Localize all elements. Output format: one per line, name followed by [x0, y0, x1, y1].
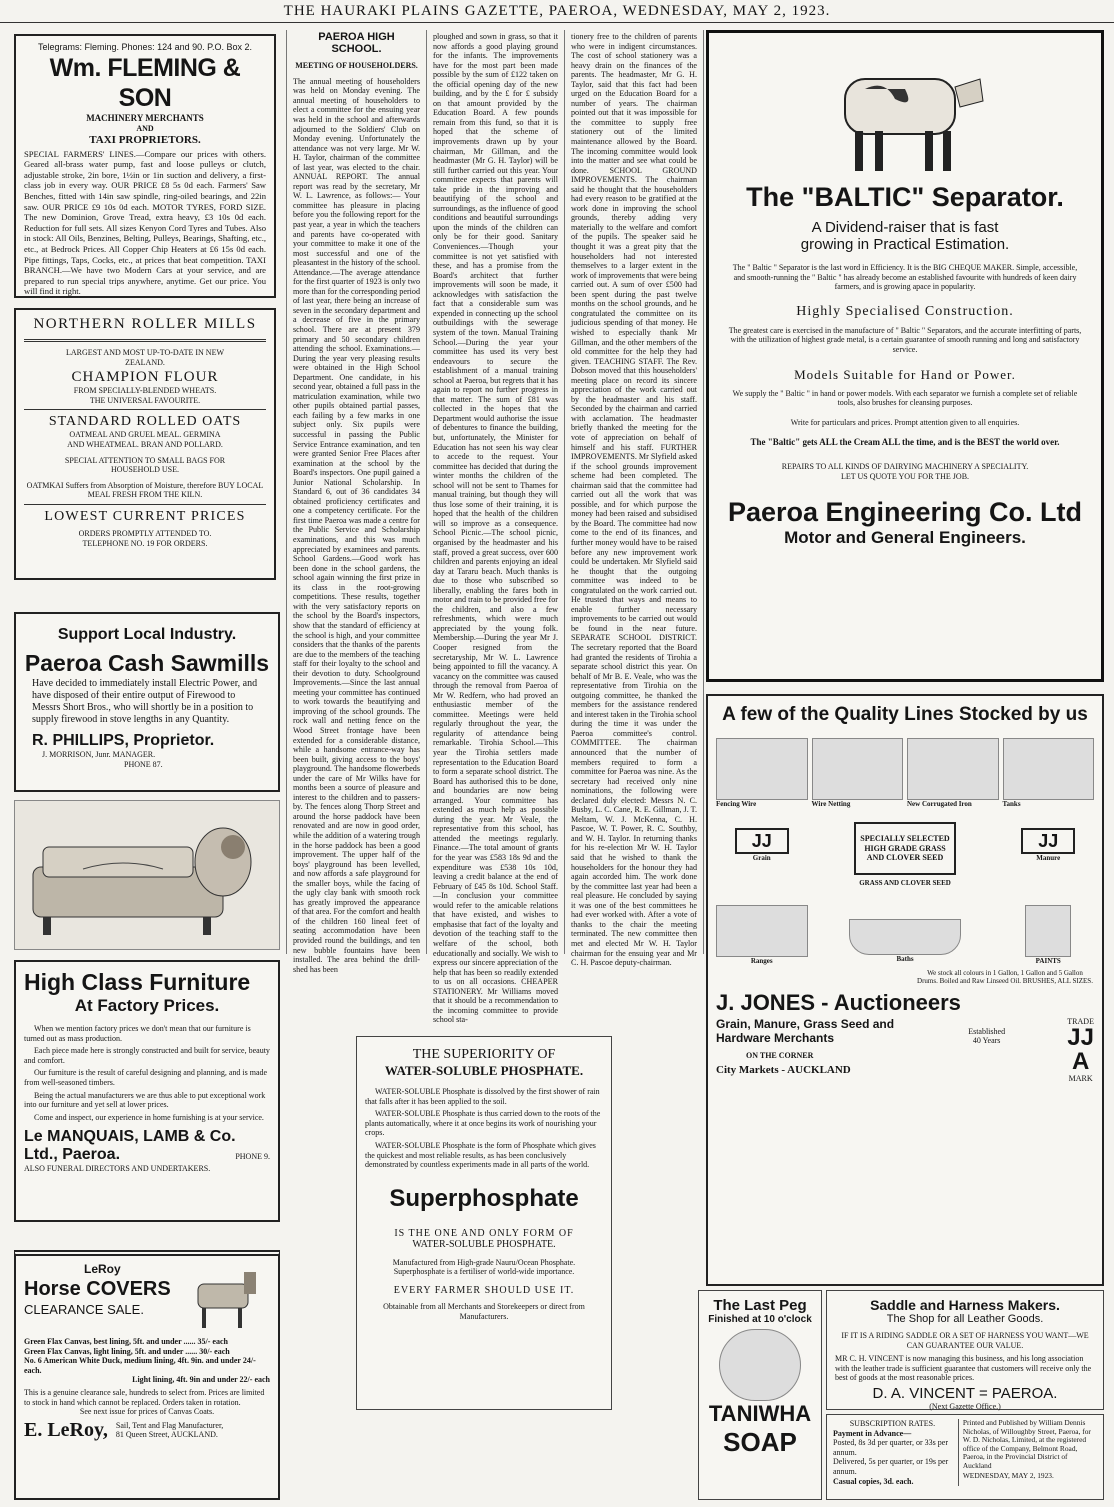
- baltic-title: The "BALTIC" Separator.: [746, 182, 1064, 212]
- jones-sub: Grain, Manure, Grass Seed and Hardware Merchants: [716, 1016, 895, 1045]
- divider: [24, 409, 266, 410]
- phos-h1: THE SUPERIORITY OF: [412, 1047, 556, 1062]
- roller-l9: LOWEST CURRENT PRICES: [44, 508, 246, 524]
- jones-corner: ON THE CORNER: [746, 1050, 814, 1060]
- sawmills-mgr: J. MORRISON, Junr. MANAGER.: [42, 750, 156, 759]
- item-paints: [1003, 905, 1095, 965]
- item-grain: [716, 828, 808, 887]
- leroy-r3: No. 6 American White Duck, medium lining, 4ft. 9in. and under 24/- each.: [24, 1356, 256, 1375]
- saddle-next: (Next Gazette Office.): [929, 1401, 1001, 1411]
- phos-l2: WATER-SOLUBLE PHOSPHATE.: [412, 1238, 556, 1250]
- furniture-advert: [14, 960, 280, 1222]
- roller-l7: SPECIAL ATTENTION TO SMALL BAGS FOR HOUSEHOLD USE.: [64, 455, 226, 475]
- item-label: PAINTS: [1035, 956, 1061, 965]
- divider: [24, 339, 266, 342]
- school-sub: MEETING OF HOUSEHOLDERS.: [295, 61, 418, 71]
- seed-label: SPECIALLY SELECTED HIGH GRADE GRASS AND CLOVER SEED: [860, 834, 950, 863]
- furniture-firm2: Ltd., Paeroa.: [24, 1146, 121, 1164]
- phos-l3: Manufactured from High-grade Nauru/Ocean Phosphate.: [392, 1257, 576, 1267]
- sub-l4: Casual copies, 3d. each.: [833, 1476, 914, 1486]
- fleming-advert: [14, 34, 276, 298]
- trademark-jj: JJ: [1067, 1024, 1094, 1052]
- saddle-name: D. A. VINCENT = PAEROA.: [872, 1384, 1058, 1402]
- phos-p1: WATER-SOLUBLE Phosphate is dissolved by the first shower of rain that falls after it has been applied to the soil.: [365, 1087, 600, 1106]
- item-label: Wire Netting: [811, 800, 851, 808]
- saddle-p2: MR C. H. VINCENT is now managing this business, and his long association with the leather trade is sufficient guarantee that customers will receive only the best of goods at the most reasonable prices.: [835, 1354, 1092, 1383]
- roller-l6: OATMEAL AND GRUEL MEAL. GERMINA AND WHEATMEAL. BRAN AND POLLARD.: [67, 430, 223, 449]
- fencing-wire-icon: [716, 738, 808, 800]
- sawmills-prop: R. PHILLIPS, Proprietor.: [32, 732, 215, 749]
- news-column-3: [564, 30, 704, 968]
- item-tanks: [1003, 738, 1095, 808]
- fleming-sub2: AND: [136, 124, 154, 133]
- leroy-note: This is a genuine clearance sale, hundreds to select from. Prices are limited to stock in hand which cannot be replaced. Orders taken in rotation.: [24, 1387, 265, 1407]
- item-label: GRASS AND CLOVER SEED: [859, 878, 951, 887]
- baltic-h3: Models Suitable for Hand or Power.: [794, 366, 1016, 382]
- jones-title: A few of the Quality Lines Stocked by us: [722, 704, 1088, 725]
- sofa-illustration: [14, 800, 280, 950]
- cow-illustration: [815, 49, 995, 179]
- baltic-sub2: growing in Practical Estimation.: [800, 236, 1010, 253]
- fleming-sub1: MACHINERY MERCHANTS: [86, 113, 204, 123]
- school-text-1: The annual meeting of householders was held on Monday evening. The annual meeting of householders to elect a committee for the ensuing year was held in the school and afterwards adjourned to the Soldiers' Club on Monday evening. Unfortunately the attendance was not very large. Mr W. H. Taylor, chairman of the committee of last year, was elected to the chair. ANNUAL REPORT. The annual report was read by the secretary, Mr W. L. Lawrence, as follows:— Your committee has pleasure in placing before you the following report for the past year, a year in which the teachers and parents have co-operated with your committee to make it one of the most successful and one of the pleasantest in the history of the school. Attendance.—The average attendance for the first quarter of 1923 is only two more than for the corresponding period of last year, there being an increase of seven in the secondary department and a decrease of five in the primary school. There are at present 379 primary and 50 secondary children attending the school. Examinations.—During the year very pleasing results were obtained in the High School Department. One candidate, in his second year, obtained a full pass in the matriculation examination, while two other pupils obtained partial passes, each failing by a few marks in one subject only. Six pupils were successful in passing the Public Service Entrance examination, and ten were granted Senior Free Places after examination at the school by the Board's inspectors. One pupil gained a Junior National Scholarship. In Standard 6, out of 36 candidates 34 obtained proficiency certificates and one a competency certificate. For the first time Paeroa was made a centre for the Public Service and Scholarship examinations, and this was much appreciated by examinees and parents. School Gardens.—Good work has been done in the school gardens, the school again winning the first prize in its class in the root-growing competitions. These results, together with the very satisfactory reports on the school by the Board's inspectors, show that the standard of efficiency at the school is high, and your committee considers that the thanks of the parents are due to the members of the teaching staff for their loyalty to the school and their devotion to duty. Schoolground Improvements.—Since the last annual meeting your committee has continued to work towards the beautifying and improving of the school grounds. The rock wall and netting fence on the Wood Street frontage have been extended for a considerable distance, while a handsome entrance-way has been built, giving access to the boys' playground. The handsome flowerbeds under the care of Mr Wilks have for months been a source of pleasure and interest to the children and to passers-by. The fences along Thorp Street and around the horse paddock have been renovated and are now in good order, while the addition of a watering trough in the horse paddock has been a good improvement. The upper half of the boys' playground has been levelled, and now affords a safe playground for the smaller boys, while the facing of the ugly clay bank with smooth rock has greatly improved the appearance of that area. For the comfort and health of the children 160 lineal feet of seating accommodation have been provided round the buildings, and ten new bubble fountains have been installed. The area behind the drill-shed has been: [293, 76, 420, 974]
- leroy-next: See next issue for prices of Canvas Coats.: [79, 1407, 215, 1417]
- phosphate-advert: [356, 1036, 612, 1410]
- phos-l4: Superphosphate is a fertiliser of world-wide importance.: [393, 1267, 575, 1277]
- item-label: Fencing Wire: [716, 800, 757, 808]
- phos-l6: Obtainable from all Merchants and Storekeepers or direct from Manufacturers.: [383, 1301, 585, 1321]
- item-baths: [812, 905, 999, 965]
- paint-tin-icon: [1025, 905, 1071, 957]
- baltic-p6: REPAIRS TO ALL KINDS OF DAIRYING MACHINERY A SPECIALITY.: [781, 462, 1029, 472]
- sawmills-head: Support Local Industry.: [57, 626, 237, 643]
- sub-l3: Delivered, 5s per quarter, or 19s per annum.: [833, 1457, 949, 1476]
- roller-l2: CHAMPION FLOUR: [71, 369, 219, 386]
- jones-city: City Markets - AUCKLAND: [716, 1064, 851, 1077]
- phos-p2: WATER-SOLUBLE Phosphate is thus carried down to the roots of the plants automatically, where it at once begins its work of nourishing your crops.: [365, 1109, 601, 1138]
- saddle-p1: IF IT IS A RIDING SADDLE OR A SET OF HARNESS YOU WANT—WE CAN GUARANTEE OUR VALUE.: [841, 1331, 1089, 1350]
- baltic-p1: The " Baltic " Separator is the last word in Efficiency. It is the BIG CHEQUE MAKER. Simple, accessible, and smooth-running the " Baltic " has already become an established favourite with hundreds of keen dairy farmers, and is growing apace in popularity.: [732, 263, 1078, 292]
- roller-l4: THE UNIVERSAL FAVOURITE.: [89, 395, 201, 405]
- jones-name: J. JONES - Auctioneers: [716, 989, 961, 1015]
- item-iron: [907, 738, 999, 808]
- baltic-p3: We supply the " Baltic " in hand or power models. With each separator we furnish a complete set of reliable tools, also brushes for cleansing purposes.: [732, 388, 1078, 408]
- jones-paints: We stock all colours in 1 Gallon, 1 Gallon and 5 Gallon Drums. Boiled and Raw Linseed Oil. BRUSHES, ALL SIZES.: [917, 968, 1093, 985]
- item-label: Tanks: [1002, 800, 1021, 808]
- phos-brand: Superphosphate: [389, 1184, 579, 1212]
- fleming-name: Wm. FLEMING & SON: [49, 54, 241, 112]
- sawmills-name: Paeroa Cash Sawmills: [24, 650, 270, 676]
- trade-label: TRADE: [1067, 1016, 1094, 1026]
- leroy-r4: Light lining, 4ft. 9in and under 22/- each: [132, 1375, 270, 1385]
- item-ranges: [716, 905, 808, 965]
- tank-icon: [1003, 738, 1095, 800]
- printer-imprint: [958, 1419, 1097, 1486]
- leroy-sig: E. LeRoy,: [24, 1418, 108, 1441]
- leroy-sig-row: [24, 1419, 270, 1442]
- leroy-h1: Horse COVERS: [24, 1278, 171, 1300]
- furniture-firm-row: [24, 1146, 270, 1164]
- manure-bag-icon: [1021, 828, 1075, 854]
- sub-title: SUBSCRIPTION RATES.: [849, 1419, 936, 1428]
- baltic-p2: The greatest care is exercised in the manufacture of " Baltic " Separators, and the accurate interfitting of parts, with the utilization of highest grade metal, is a certain guarantee of smooth running and long and satisfactory service.: [728, 325, 1082, 354]
- news-column-1: [286, 30, 426, 974]
- jones-footer: [716, 1017, 1094, 1084]
- baltic-sub1: A Dividend-raiser that is fast: [811, 219, 999, 236]
- child-illustration: [719, 1329, 801, 1401]
- roller-mills-advert: [14, 308, 276, 580]
- phos-l1: IS THE ONE AND ONLY FORM OF: [394, 1227, 574, 1239]
- bag-mark: JJ: [1038, 831, 1059, 851]
- sub-pr: Printed and Published by William Dennis Nicholas, of Willoughby Street, Paeroa, for W. D. Nicholas, Limited, at the registered office of the Company, Belmont Road, Paeroa, in the Provincial District of Auckland: [962, 1418, 1091, 1470]
- leroy-r2: Green Flax Canvas, light lining, 5ft. and under ...... 30/- each: [24, 1346, 230, 1356]
- item-netting: [812, 738, 904, 808]
- fleming-contact: Telegrams: Fleming. Phones: 124 and 90. P.O. Box 2.: [38, 42, 252, 52]
- saddle-h2: The Shop for all Leather Goods.: [886, 1313, 1044, 1325]
- furniture-h2: At Factory Prices.: [74, 996, 220, 1015]
- sawmills-phone: PHONE 87.: [124, 759, 163, 769]
- roller-l3: FROM SPECIALLY-BLENDED WHEATS.: [73, 386, 217, 396]
- bag-mark: JJ: [751, 831, 772, 851]
- seed-bag-icon: [854, 822, 956, 875]
- saddle-advert: [826, 1290, 1104, 1410]
- item-manure: [1003, 828, 1095, 887]
- fleming-body: SPECIAL FARMERS' LINES.—Compare our prices with others. Geared all-brass water pump, fast and loose pulleys or clutch, adjustable stroke, 2in bore, 1½in or 1in suction and delivery, a first-class job in every way. OUR PRICE £8 5s 0d each. Farmers' Saw Benches, fitted with 14in saw spindle, ring-oiled bearings, and 22in saw. OUR PRICE £9 10s 0d each. MOTOR TYRES, FORD SIZE. The new Dominion, Grove Tread, extra heavy, £3 10s 0d each. Reduction for full sets. All sizes Kenyon Cord Tyres and Tubes. Also in stock: All Oils, Benzines, Belting, Pulleys, Bearings, Shafting, etc., etc., at Bedrock Prices. All Copper Chip Heaters at £6 15s 0d each. Pipe fittings, Taps, Cocks, etc., at prices that beat competition. TAXI BRANCH.—We have two Modern Cars at your service, and are prepared to run special trips anywhere, anytime. Get our price. You will find it right.: [24, 148, 266, 297]
- wire-netting-icon: [812, 738, 904, 800]
- mark-label: MARK: [1068, 1074, 1093, 1084]
- item-fencing: [716, 738, 808, 808]
- baltic-p7: LET US QUOTE YOU FOR THE JOB.: [840, 471, 970, 481]
- saddle-h1: Saddle and Harness Makers.: [870, 1297, 1060, 1313]
- sub-date: WEDNESDAY, MAY 2, 1923.: [962, 1470, 1054, 1480]
- furniture-p3: Our furniture is the result of careful designing and planning, and is made from well-seasoned timbers.: [24, 1068, 268, 1087]
- item-label: Grain: [752, 854, 771, 862]
- jones-advert: [706, 694, 1104, 1286]
- roller-l1: LARGEST AND MOST UP-TO-DATE IN NEW ZEALAND.: [66, 348, 224, 367]
- corrugated-iron-icon: [907, 738, 999, 800]
- sub-l1: Payment in Advance—: [833, 1428, 912, 1438]
- taniwha-advert: [698, 1290, 822, 1500]
- roller-l5: STANDARD ROLLED OATS: [48, 414, 242, 430]
- taniwha-h1: The Last Peg: [713, 1297, 807, 1314]
- school-text-3: tionery free to the children of parents who were in indigent circumstances. The cost of school stationery was a heavy drain on the finances of the parents. The headmaster, Mr G. H. Taylor, said that this fact had been urged on the Education Board for a number of years. The chairman pointed out that it was impossible for the committee to supply free stationery out of the limited maintenance allowed by the Board. The incoming committee would look into the matter and see what could be done. SCHOOL GROUND IMPROVEMENTS. The chairman said he thought that the householders had every reason to be gratified at the work done in improving the school grounds, thereby adding very materially to the welfare and comfort of the pupils. The speaker said he thought it was a great pity that the householders had not interested themselves to a larger extent in the work of improvements that were being carried out. A sum of over £500 had been spent during the past twelve months on the school grounds, and he congratulated the committee on its judicious spending of that money. He wished to especially thank Mr Gillman, and the other members of the old committee for the help they had given. TEACHING STAFF. The Rev. Dobson moved that this householders' meeting place on record its sincere appreciation of the work carried out by the headmaster and his staff. Seconded by the chairman and carried with acclamation. The headmaster briefly thanked the meeting for the vote of appreciation on behalf of himself and his staff. FURTHER IMPROVEMENTS. Mr Slyfield asked if the school grounds improvement scheme had been completed. The chairman said that the committee had carried out all the work that was possible, and for which purpose the money had been raised and subsidised by the Board. The committee had now come to the end of its finances, and further money would have to be raised before any new improvement work could be undertaken. Mr Slyfield said he thought that the outgoing committee was indeed to be congratulated on the work carried out. He trusted that ways and means to enable further necessary improvements to be carried out would be found in the near future. SEPARATE SCHOOL DISTRICT. The secretary reported that the Board had granted the residents of Tirohia a separate school district this year. On behalf of Mr B. E. Veale, who was the representative from Tirohia on the outgoing committee, he thanked the members for the assistance rendered and interest taken in the Tirohia school during the time it was under the Paeroa committee's control. COMMITTEE. The chairman announced that the number of members required to form a committee for Paeroa was nine. As the secretary had received only nine nominations, the following were declared duly elected: Messrs N. C. Busby, L. C. Cane, R. E. Gillman, J. T. Meltam, W. J. McKenna, C. H. Pascoe, W. T. Power, R. C. Southby, and W. H. Taylor. In returning thanks for his re-election Mr W. H. Taylor said that he wished to thank the householders for the honour they had again accorded him. The work done by the committee last year had been a real pleasure. He concluded by saying it was one of the best committees he had ever worked with. After a vote of thanks to the chair the meeting terminated. The new committee then met and elected Mr W. H. Taylor chairman for the ensuing year and Mr C. H. Pascoe deputy-chairman.: [571, 32, 697, 968]
- baltic-firm: Paeroa Engineering Co. Ltd: [727, 496, 1083, 527]
- subscription-rates: [833, 1419, 952, 1486]
- fleming-sub3: TAXI PROPRIETORS.: [89, 133, 201, 146]
- leroy-addr1: Sail, Tent and Flag Manufacturer,: [115, 1420, 224, 1430]
- leroy-h2: CLEARANCE SALE.: [24, 1302, 144, 1317]
- grain-bag-icon: [735, 828, 789, 854]
- leroy-addr2: 81 Queen Street, AUCKLAND.: [115, 1430, 218, 1440]
- jones-items: [716, 738, 1094, 965]
- range-stove-icon: [716, 905, 808, 957]
- leroy-advert: [14, 1250, 280, 1500]
- subscription-box: [826, 1414, 1104, 1500]
- leroy-name: LeRoy: [84, 1262, 121, 1276]
- furniture-foot: ALSO FUNERAL DIRECTORS AND UNDERTAKERS.: [24, 1164, 211, 1174]
- roller-title: NORTHERN ROLLER MILLS: [33, 316, 257, 332]
- phos-p3: WATER-SOLUBLE Phosphate is the form of Phosphate which gives the quickest and most reliable results, as has been conclusively demonstrated by countless experiments made in all parts of the world.: [365, 1140, 596, 1170]
- furniture-firm1: Le MANQUAIS, LAMB & Co.: [24, 1128, 236, 1146]
- furniture-h1: High Class Furniture: [24, 969, 251, 995]
- trademark-a: A: [1071, 1048, 1090, 1076]
- baltic-firm2: Motor and General Engineers.: [784, 527, 1026, 547]
- furniture-p2: Each piece made here is strongly constructed and built for service, beauty and comfort.: [24, 1046, 270, 1065]
- baltic-h2: Highly Specialised Construction.: [796, 303, 1014, 319]
- furniture-p5: Come and inspect, our experience in home furnishing is at your service.: [34, 1112, 264, 1122]
- jones-est: Established 40 Years: [968, 1026, 1006, 1046]
- item-label: Manure: [1036, 854, 1061, 862]
- leroy-prices: [24, 1337, 270, 1385]
- furniture-p4: Being the actual manufacturers we are thus able to put exceptional work into our furniture and yet sell at lower prices.: [24, 1090, 266, 1110]
- horse-illustration: [188, 1264, 268, 1334]
- furniture-p1: When we mention factory prices we don't mean that our furniture is turned out as mass production.: [24, 1024, 251, 1043]
- subscription-row: [833, 1419, 1097, 1486]
- sawmills-advert: [14, 612, 280, 792]
- taniwha-brand2: SOAP: [723, 1427, 797, 1457]
- phos-l5: EVERY FARMER SHOULD USE IT.: [393, 1284, 575, 1296]
- sub-l2: Posted, 8s 3d per quarter, or 33s per annum.: [833, 1438, 948, 1457]
- furniture-phone: PHONE 9.: [235, 1152, 270, 1162]
- item-label: Ranges: [750, 956, 773, 965]
- sawmills-body: Have decided to immediately install Electric Power, and have disposed of their entire output of Firewood to Messrs Short Bros., who will shortly be in a position to supply firewood in stove lengths in any Quantity.: [32, 678, 258, 725]
- leroy-r1: Green Flax Canvas, best lining, 5ft. and under ...... 35/- each: [24, 1337, 228, 1346]
- taniwha-brand: TANIWHA: [708, 1401, 812, 1426]
- taniwha-h2: Finished at 10 o'clock: [708, 1314, 812, 1325]
- baltic-p5: The "Baltic" gets ALL the Cream ALL the time, and is the BEST the world over.: [750, 437, 1060, 448]
- roller-l8: OATMKAI Suffers from Absorption of Moisture, therefore BUY LOCAL MEAL FRESH FROM THE KILN.: [26, 480, 264, 500]
- item-label: New Corrugated Iron: [907, 800, 972, 808]
- school-title: PAEROA HIGH SCHOOL.: [318, 31, 395, 55]
- item-label: Baths: [896, 954, 914, 963]
- school-text-2: ploughed and sown in grass, so that it now affords a good playing ground for the infants. The improvements have for the most part been made possible by the sum of £122 taken on the official opening day of the new building, and by the £ for £ subsidy on that amount provided by the Education Board. A few pounds remain from this fund, so that it is hoped that the scheme of improvements drawn up by your chairman, Mr Gillman, and the headmaster (Mr G. H. Taylor) will be still further carried out this year. Your committee expects that parents will take pride in the improving and beautifying of the school and surroundings, as the influence of good conditions and beautiful surroundings upon the minds of the children can only be for their good. Sanitary Conveniences.—Though your committee is not yet satisfied with these, and has a promise from the Board's architect that further improvements will soon be made, it acknowledges with satisfaction the fact that a considerable sum was expended in connecting up the school outbuildings with the sewerage system of the town. Manual Training School.—During the year your committee has used its very best endeavours to secure the establishment of a manual training school at Paeroa, but regrets that it has again to report no further progress in that matter. The sum of £81 was collected in the hopes that the Department would authorise the issue of debentures to finance the building, but, unfortunately, the Minister for Education has not seen his way clear to accede to the request. Your committee has decided that during the winter months the children of the school will not be sent to Thames for manual training, but though they will thus lose some of their training, it is hoped that the health of the children will so improve as a consequence. School Picnic.—The school picnic, organised by the headmaster and his staff, proved a great success, over 600 children and parents enjoying an ideal day at Tararu beach. Much thanks is due to those who subscribed so liberally, enabling the fares both in motor and train to be provided free for the children, and also a few refreshments, which were much appreciated by the young folk. Membership.—During the year Mr J. Cooper resigned from the secretaryship, Mr W. L. Lawrence being appointed to fill the vacancy. A vacancy on the committee was caused through the removal from Paeroa of Mr W. Redfern, who had proved an enthusiastic member of the committee. Meetings were held regularly throughout the year, the regularity of attendance being remarkable. Tirohia School.—This year the Tirohia settlers made representation to the Education Board to form a separate school district. The Board has authorised this to be done, and boundaries are now being arranged. Your committee has extended as much help as possible during the year. Mr Veale, the representative from this school, has attended the meetings regularly. Finance.—The total amount of grants for the year was £583 18s 9d and the expenditure was £538 10s 10d, leaving a credit balance at the end of February of £45 8s 10d. School Staff.—In conclusion your committee would refer to the amicable relations that have existed, and wishes to emphasise that fact of the loyalty and devotion of the teaching staff to the welfare of the school, both educationally and socially. We wish to express our sincere appreciation of the help that has been so readily extended to us on all occasions. CHEAPER STATIONERY. Mr Williams moved that it should be a recommendation to the incoming committee to provide school sta-: [433, 32, 558, 1025]
- news-column-2: [426, 30, 564, 1025]
- baltic-p4: Write for particulars and prices. Prompt attention given to all enquiries.: [790, 417, 1020, 427]
- divider: [24, 504, 266, 505]
- bath-icon: [849, 919, 961, 955]
- phos-h2: WATER-SOLUBLE PHOSPHATE.: [384, 1063, 584, 1078]
- masthead: THE HAURAKI PLAINS GAZETTE, PAEROA, WEDNESDAY, MAY 2, 1923.: [0, 0, 1114, 23]
- baltic-advert: [706, 30, 1104, 682]
- roller-l10: ORDERS PROMPTLY ATTENDED TO.: [78, 528, 212, 538]
- roller-l11: TELEPHONE NO. 19 FOR ORDERS.: [82, 538, 208, 548]
- item-seed: [812, 822, 999, 887]
- jones-trademark: [1067, 1017, 1094, 1084]
